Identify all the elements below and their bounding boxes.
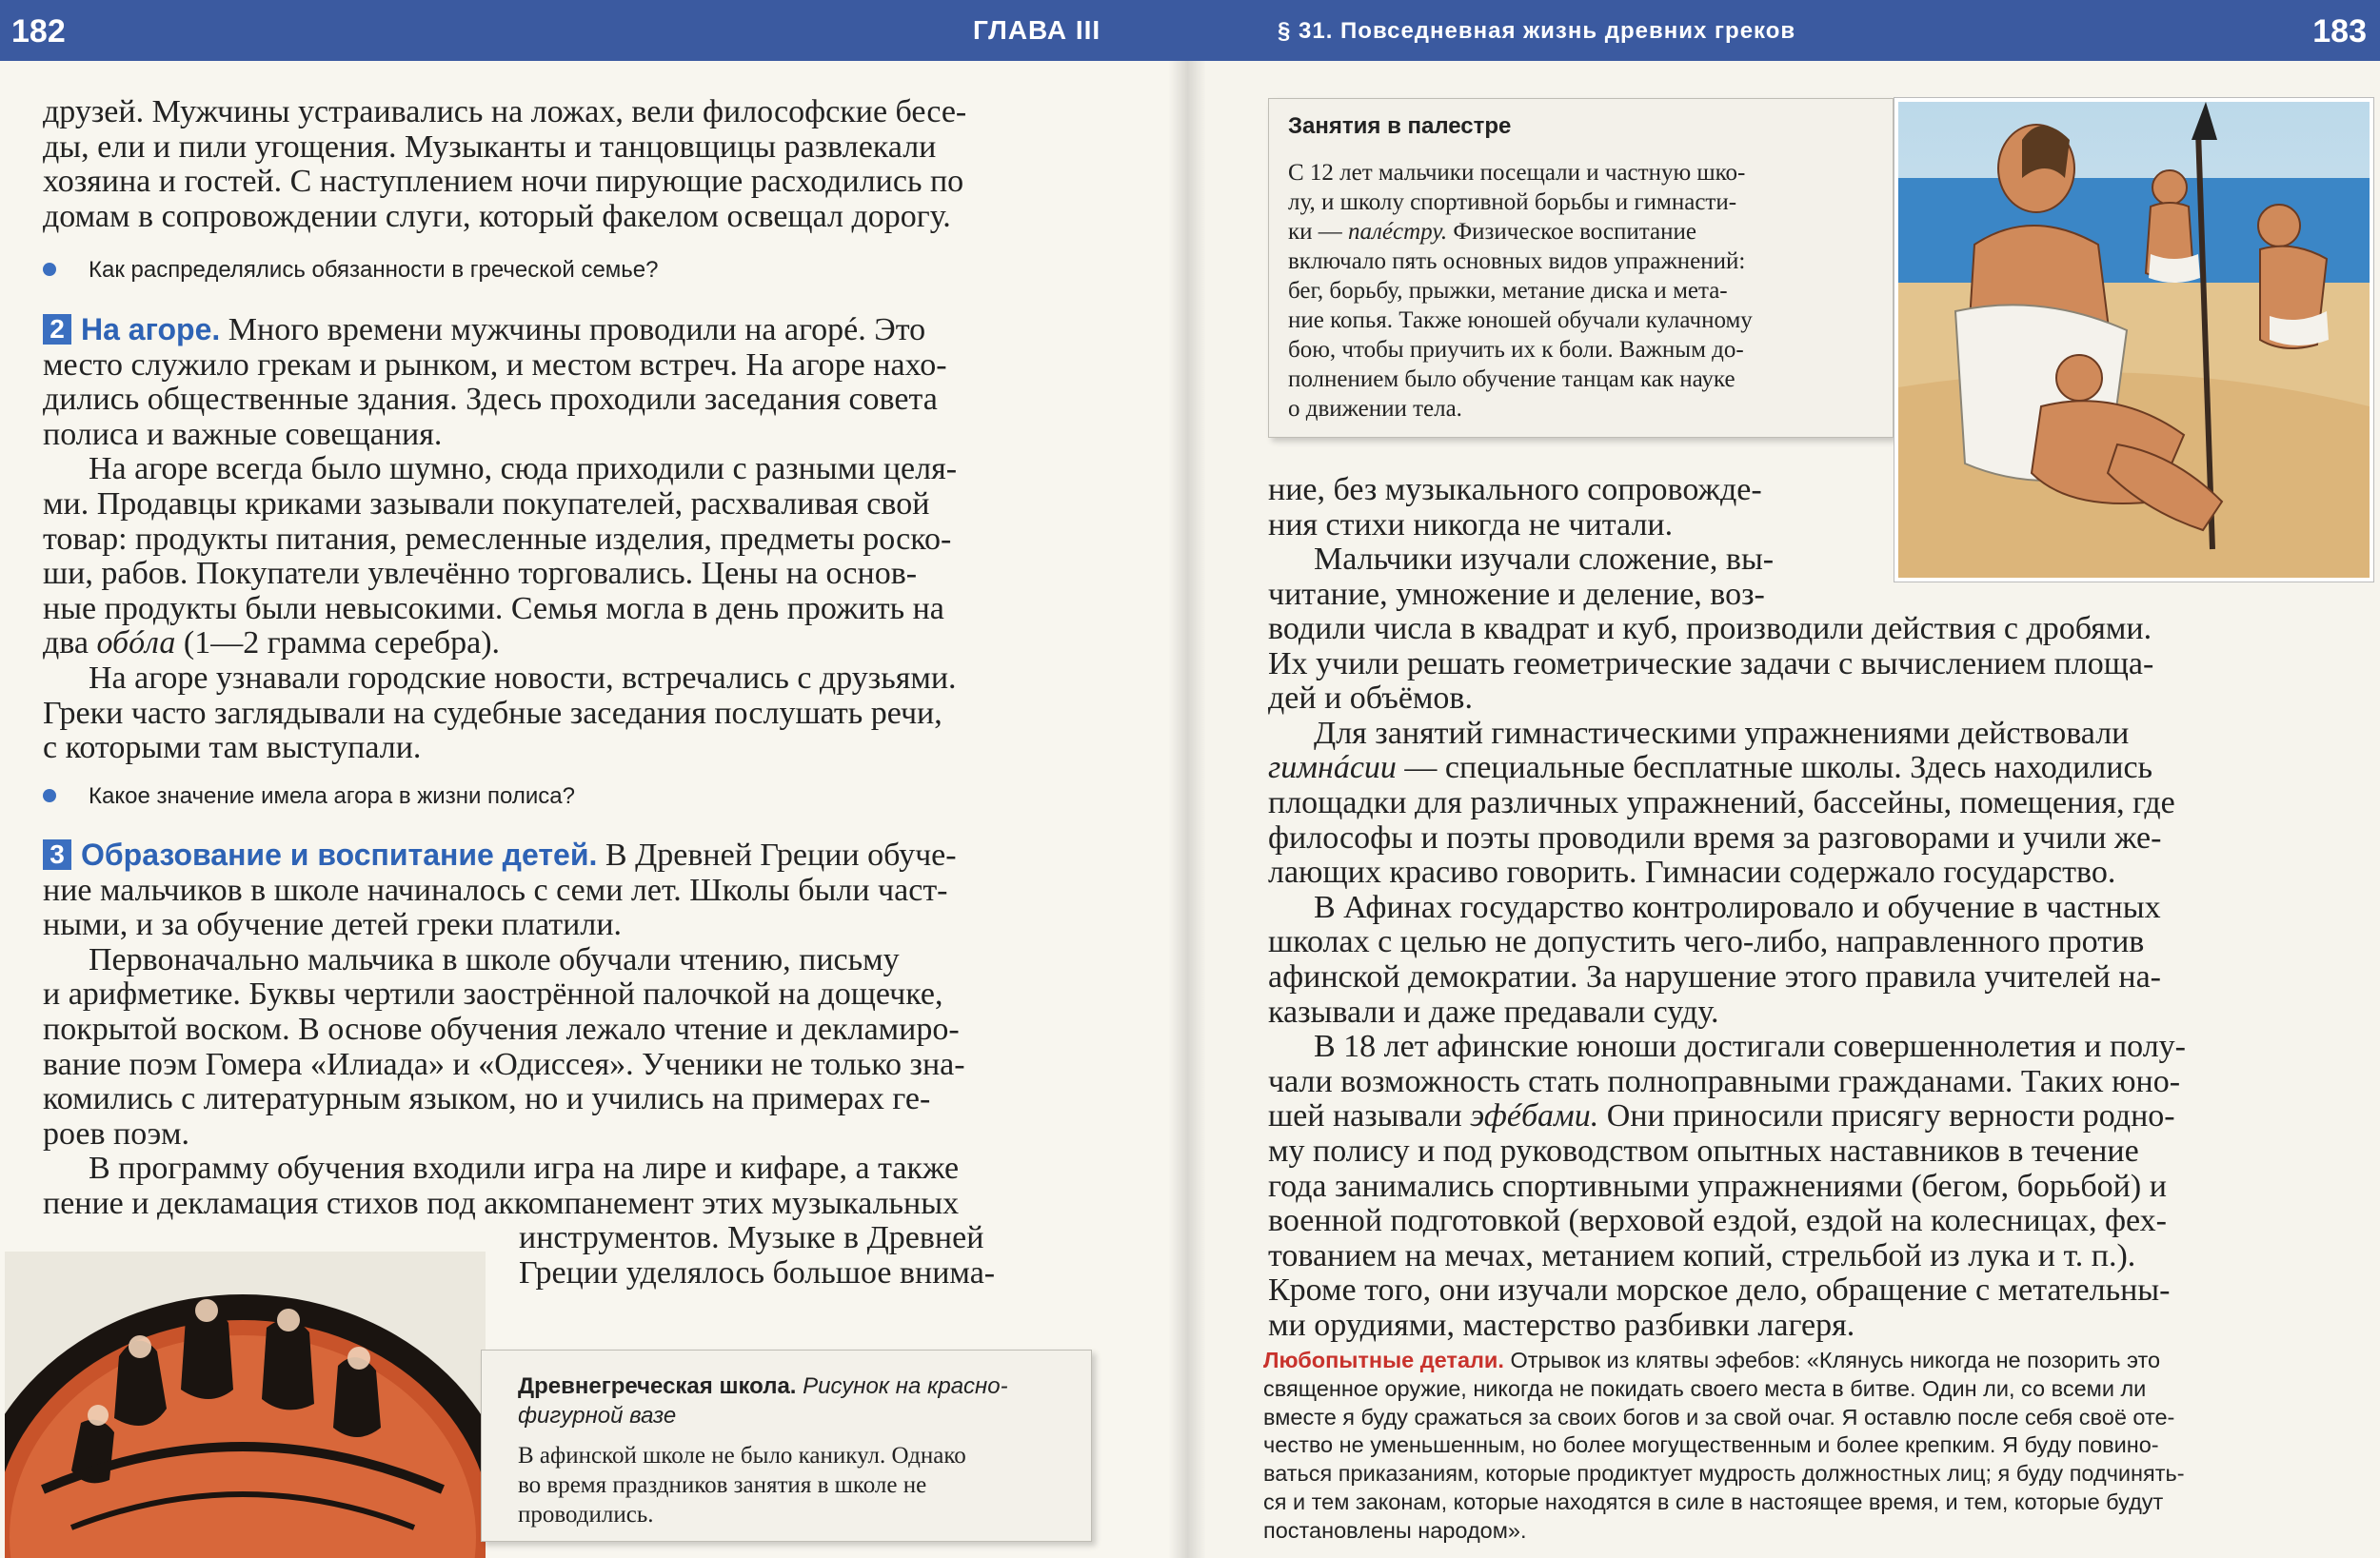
right-main-text	[1268, 612, 2366, 1343]
text-line: ваться приказаниям, которые продиктует мудрость должностных лиц; я буду подчинять-	[1263, 1461, 2185, 1487]
text-line: священное оружие, никогда не покидать своего места в битве. Один ли, со всеми ли	[1263, 1375, 2147, 1401]
left-page-number: 182	[11, 13, 66, 49]
text-line: место служило грекам и рынком, и местом встреч. На агоре нахо-	[43, 346, 947, 383]
text-line: ся и тем законам, которые находятся в силе в настоящее время, и тем, которые будут	[1263, 1489, 2164, 1514]
text-line: Первоначально мальчика в школе обучали чтению, письму	[89, 941, 900, 977]
text-line: афинской демократии. За нарушение этого правила учителей на-	[1268, 958, 2161, 995]
palestra-box	[1268, 98, 1894, 438]
text-line: ния стихи никогда не читали.	[1268, 506, 1674, 542]
text-line: ние мальчиков в школе начиналось с семи лет. Школы были част-	[43, 872, 948, 908]
text-line: ми. Продавцы криками зазывали покупателей, расхваливая свой	[43, 485, 930, 522]
term-obol: обóла	[96, 625, 176, 661]
text-line: инструментов. Музыке в Древней	[519, 1220, 984, 1255]
text-line: тованием на мечах, метанием копий, стрельбой из лука и т. п.).	[1268, 1237, 2136, 1273]
text-line: лающих красиво говорить. Гимнасии содержало государство.	[1268, 855, 2116, 891]
text-line: включало пять основных видов упражнений:	[1288, 248, 1746, 274]
section-education-narrow	[519, 1221, 1100, 1291]
text-line: площадки для различных упражнений, бассейны, помещения, где	[1268, 784, 2175, 820]
text-line: гимнáсии — специальные бесплатные школы. Здесь находились	[1268, 750, 2153, 786]
text-line: В афинской школе не было каникул. Однако	[518, 1443, 966, 1469]
term-palestra: палéстру.	[1348, 219, 1448, 245]
text-line: Мальчики изучали сложение, вы-	[1314, 542, 1775, 578]
text-line: постановлены народом».	[1263, 1517, 1527, 1543]
right-header	[1187, 0, 2380, 61]
text-line: философы и поэты проводили время за разговорами и учили же-	[1268, 819, 2162, 856]
palestra-title: Занятия в палестре	[1288, 113, 1512, 139]
text-line: вместе я буду сражаться за своих богов и за свой очаг. Я оставлю после себя своё оте-	[1263, 1404, 2175, 1430]
question-text: Как распределялись обязанности в греческой семье?	[89, 257, 659, 283]
text-line: ки — палéстру. Физическое воспитание	[1288, 219, 1696, 245]
text-line: ды, ели и пили угощения. Музыканты и танцовщицы развлекали	[43, 128, 937, 165]
text-line: о движении тела.	[1288, 396, 1462, 422]
text-line: ными, и за обучение детей греки платили.	[43, 907, 623, 943]
text-line: водили числа в квадрат и куб, производили действия с дробями.	[1268, 611, 2152, 646]
text-line: Греции уделялось большое внима-	[519, 1254, 996, 1291]
text-line: вание поэм Гомера «Илиада» и «Одиссея». Ученики не только зна-	[43, 1046, 965, 1082]
text-line: В Афинах государство контролировало и обучение в частных	[1314, 889, 2161, 925]
book-gutter	[1168, 0, 1206, 1558]
chapter-title: ГЛАВА III	[973, 15, 1101, 45]
vase-caption-box	[481, 1350, 1092, 1542]
text-line: пение и декламация стихов под аккомпанемент этих музыкальных	[43, 1185, 960, 1221]
section-title: На агоре.	[81, 312, 221, 346]
text-line: с которыми там выступали.	[43, 730, 422, 766]
text-line: Их учили решать геометрические задачи с вычислением площа-	[1268, 645, 2154, 681]
palestra-illustration	[1894, 98, 2373, 582]
vase-painting-icon	[5, 1252, 486, 1558]
text-line: проводились.	[518, 1502, 654, 1528]
text-line: во время праздников занятия в школе не	[518, 1472, 927, 1498]
section-number: 2	[43, 314, 71, 345]
text-line: На агоре узнавали городские новости, встречались с друзьями.	[89, 660, 957, 696]
bullet-icon	[43, 263, 56, 276]
text-line: комились с литературным языком, но и учились на примерах ге-	[43, 1081, 931, 1117]
text-line: роев поэм.	[43, 1115, 189, 1152]
text-line: С 12 лет мальчики посещали и частную шко-	[1288, 160, 1746, 186]
text-line: года занимались спортивными упражнениями (бегом, борьбой) и	[1268, 1168, 2167, 1204]
intro-paragraph	[43, 95, 1100, 234]
caption-title: Древнегреческая школа. Рисунок на красно- фигурной вазе	[518, 1373, 1008, 1429]
text-line: шей называли эфéбами. Они приносили присягу верности родно-	[1268, 1098, 2175, 1134]
text-line: товар: продукты питания, ремесленные изделия, предметы роско-	[43, 521, 952, 557]
text-line: му полису и под руководством опытных наставников в течение	[1268, 1133, 2139, 1169]
text-line: В Древней Греции обуче-	[597, 838, 957, 873]
palestra-text	[1288, 158, 1874, 424]
text-line: и арифметике. Буквы чертили заострённой палочкой на дощечке,	[43, 976, 943, 1013]
text-line: ши, рабов. Покупатели увлечённо торговались. Цены на основ-	[43, 556, 918, 592]
text-line: Любопытные детали. Отрывок из клятвы эфебов: «Клянусь никогда не позорить это	[1263, 1348, 2161, 1372]
music-continuation	[1268, 473, 1882, 612]
text-line: казывали и даже предавали суду.	[1268, 994, 1719, 1030]
vase-illustration	[5, 1252, 486, 1558]
curious-details	[1263, 1347, 2366, 1546]
section-education	[43, 838, 1100, 1222]
text-line: лу, и школу спортивной борьбы и гимнасти-	[1288, 189, 1737, 215]
question-1	[43, 257, 659, 284]
text-line: Кроме того, они изучали морское дело, обращение с метательны-	[1268, 1272, 2171, 1309]
text-line: ние копья. Также юношей обучали кулачному	[1288, 307, 1753, 333]
bullet-icon	[43, 789, 56, 802]
text-line: полиса и важные совещания.	[43, 416, 443, 452]
text-line: ные продукты были невысокими. Семья могла в день прожить на	[43, 590, 944, 626]
section-header: § 31. Повседневная жизнь древних греков	[1278, 18, 1796, 44]
text-line: дились общественные здания. Здесь проходили заседания совета	[43, 382, 938, 418]
text-line: бег, борьбу, прыжки, метание диска и мета-	[1288, 278, 1728, 304]
wrestlers-painting-icon	[1898, 102, 2370, 578]
section-title: Образование и воспитание детей.	[81, 838, 598, 872]
text-line: Для занятий гимнастическими упражнениями действовали	[1314, 715, 2130, 751]
text-line: Греки часто заглядывали на судебные заседания послушать речи,	[43, 695, 942, 731]
caption-text	[518, 1441, 1080, 1529]
term-gymnasium: гимнáсии	[1268, 750, 1397, 786]
text-line: домам в сопровождении слуги, который факелом освещал дорогу.	[43, 198, 951, 234]
text-line: ми орудиями, мастерство разбивки лагеря.	[1268, 1307, 1855, 1343]
section-agora	[43, 312, 1100, 766]
text-line: бою, чтобы приучить их к боли. Важным до-	[1288, 337, 1744, 363]
text-line: друзей. Мужчины устраивались на ложах, вели философские бесе-	[43, 94, 967, 129]
text-line: читание, умножение и деление, воз-	[1268, 576, 1765, 612]
question-2	[43, 783, 575, 810]
text-line: полнением было обучение танцам как науке	[1288, 366, 1735, 392]
term-ephebes: эфéбами.	[1470, 1098, 1599, 1134]
text-line: чали возможность стать полноправными гражданами. Таких юно-	[1268, 1063, 2181, 1099]
question-text: Какое значение имела агора в жизни полиса?	[89, 783, 575, 809]
curious-details-label: Любопытные детали.	[1263, 1348, 1504, 1372]
text-line: Много времени мужчины проводили на агорé. Это	[220, 312, 926, 347]
text-line: ние, без музыкального сопровожде-	[1268, 472, 1762, 507]
text-line: школах с целью не допустить чего-либо, направленного против	[1268, 924, 2145, 960]
text-line: чество не уменьшенным, но более могущественным и более крепким. Я буду повино-	[1263, 1432, 2159, 1458]
section-number: 3	[43, 839, 71, 870]
text-line: дей и объёмов.	[1268, 680, 1473, 717]
text-line: хозяина и гостей. С наступлением ночи пирующие расходились по	[43, 164, 964, 200]
text-line: покрытой воском. В основе обучения лежало чтение и декламиро-	[43, 1011, 960, 1047]
left-header	[0, 0, 1187, 61]
text-line: два обóла (1—2 грамма серебра).	[43, 625, 501, 661]
text-line: На агоре всегда было шумно, сюда приходили с разными целя-	[89, 451, 958, 487]
right-page-number: 183	[2312, 13, 2367, 49]
text-line: В программу обучения входили игра на лире и кифаре, а также	[89, 1151, 960, 1187]
text-line: В 18 лет афинские юноши достигали совершеннолетия и полу-	[1314, 1029, 2186, 1065]
text-line: военной подготовкой (верховой ездой, ездой на колесницах, фех-	[1268, 1203, 2167, 1239]
